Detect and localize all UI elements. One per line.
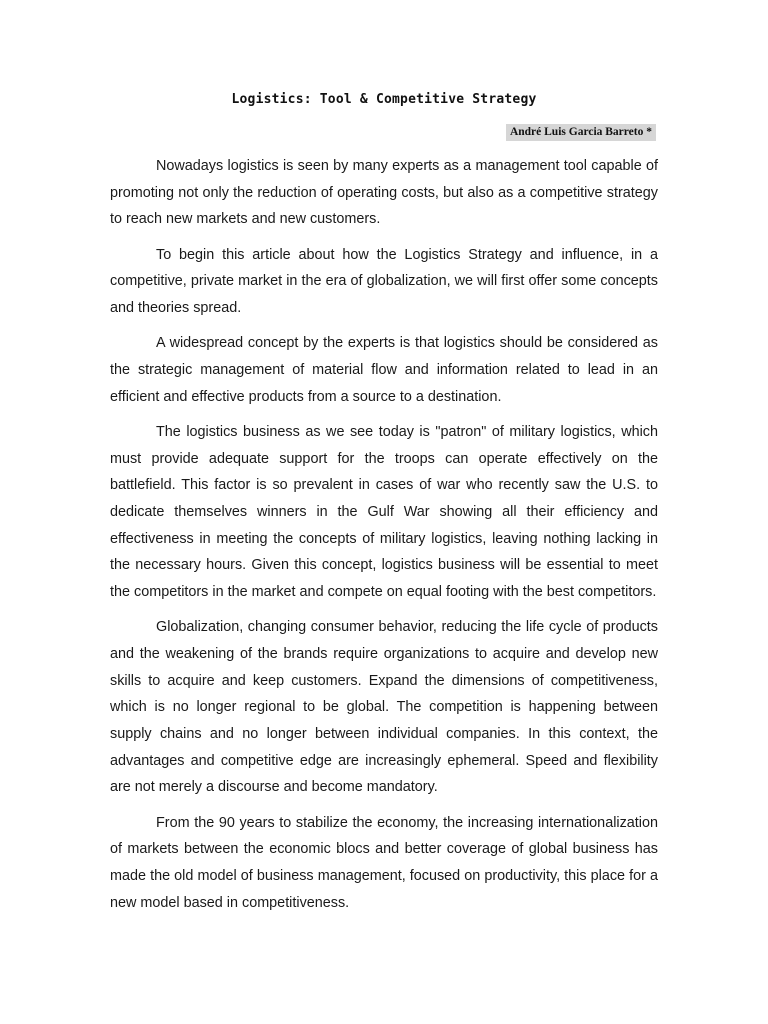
paragraph-1: Nowadays logistics is seen by many experts as a management tool capable of promoting not only the reduction of operating costs, but also as a competitive strategy to reach new markets and new customers. — [110, 158, 658, 228]
document-title: Logistics: Tool & Competitive Strategy — [231, 92, 537, 107]
paragraph-5: Globalization, changing consumer behavior, reducing the life cycle of products and the weakening of the brands require organizations to acquire and develop new skills to acquire and keep customers. Expand the dimensions of competitiveness, which is no longer regional to be global. The competition is happening between supply chains and no longer between individual companies. In this context, the advantages and competitive edge are increasingly ephemeral. Speed and flexibility are not merely a discourse and become mandatory. — [110, 619, 658, 796]
paragraph-6: From the 90 years to stabilize the economy, the increasing internationalization of markets between the economic blocs and better coverage of global business has made the old model of business management, focused on productivity, this place for a new model based in competitiveness. — [110, 814, 658, 911]
paragraph-2: To begin this article about how the Logistics Strategy and influence, in a competitive, private market in the era of globalization, we will first offer some concepts and theories spread. — [110, 246, 658, 317]
document-body — [110, 153, 658, 925]
author-name: André Luis Garcia Barreto * — [506, 124, 656, 141]
paragraph-4: The logistics business as we see today is "patron" of military logistics, which must provide adequate support for the troops can operate effectively on the battlefield. This factor is so prevalent in cases of war who recently saw the U.S. to dedicate themselves winners in the Gulf War showing all their efficiency and effectiveness in meeting the concepts of military logistics, leaving nothing lacking in the necessary hours. Given this concept, logistics business will be essential to meet the competitors in the market and compete on equal footing with the best competitors. — [110, 423, 658, 601]
paragraph-3: A widespread concept by the experts is that logistics should be considered as the strategic management of material flow and information related to lead in an efficient and effective products from a source to a destination. — [110, 335, 658, 405]
